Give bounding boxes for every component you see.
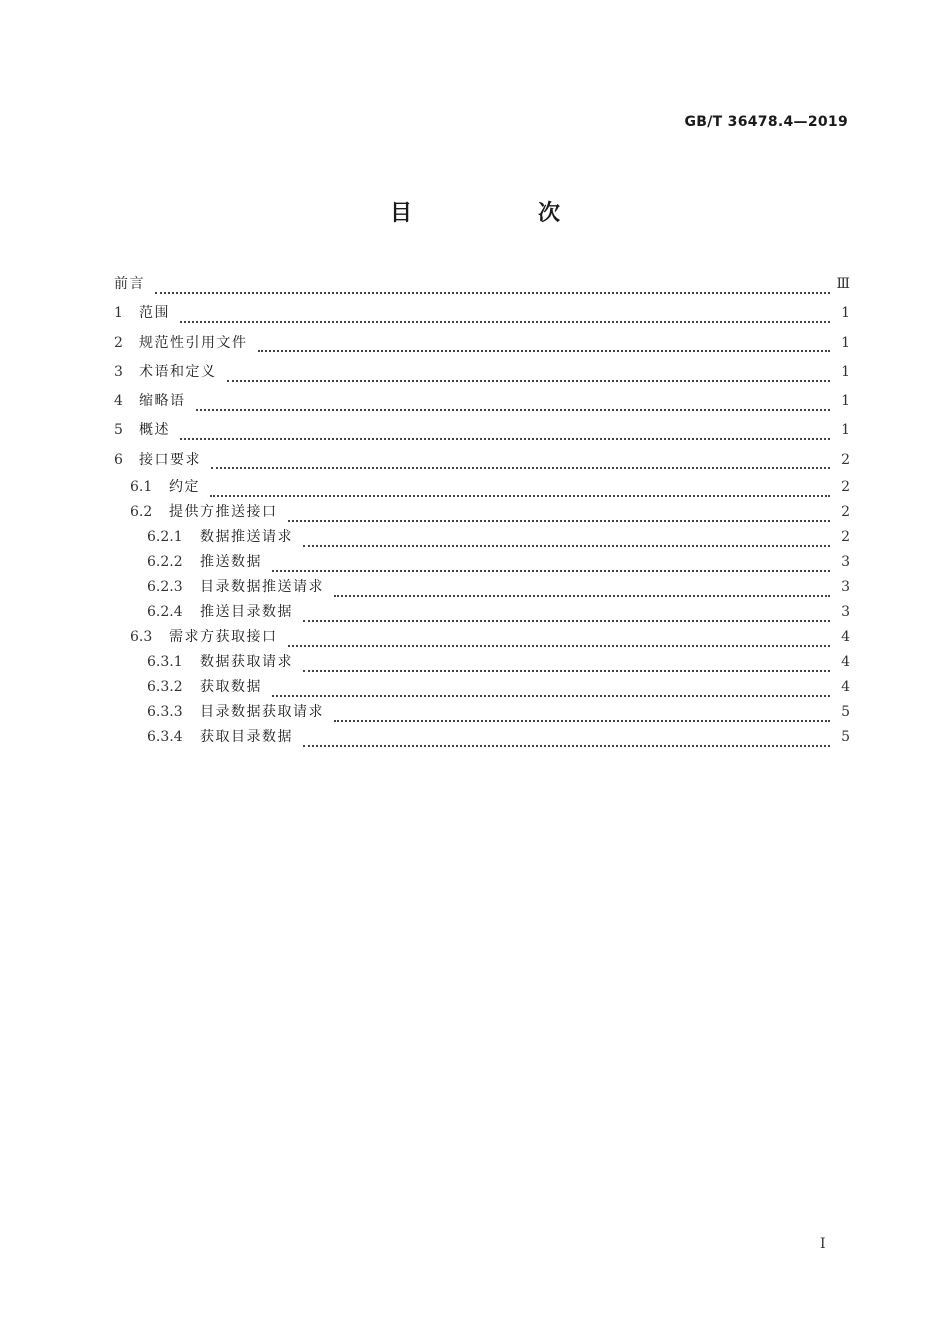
toc-entry-number: 6.2.1 (147, 529, 183, 546)
toc-entry-number: 6.2.4 (147, 604, 183, 621)
dot-leader (303, 656, 830, 672)
dot-leader (155, 278, 830, 294)
toc-entry-number: 6.3.1 (147, 654, 183, 671)
toc-entry-6-3[interactable] (114, 625, 850, 650)
toc-entry-label: 规范性引用文件 (139, 334, 248, 351)
toc-entry-number: 2 (114, 334, 123, 351)
toc-entry-label: 推送数据 (200, 554, 262, 571)
toc-entry-label: 术语和定义 (139, 363, 217, 380)
toc-entry-page: Ⅲ (836, 276, 850, 292)
dot-leader (210, 481, 830, 497)
toc-entry-6-2-2[interactable] (114, 550, 850, 575)
dot-leader (288, 631, 831, 647)
toc-entry-page: 3 (841, 554, 850, 571)
dot-leader (303, 606, 830, 622)
toc-entry-5[interactable] (114, 416, 850, 445)
toc-entry-number: 6.2 (130, 504, 153, 521)
toc-entry-number: 6.2.3 (147, 579, 183, 596)
page-number: I (820, 1236, 826, 1252)
dot-leader (180, 424, 830, 440)
toc-entry-label: 接口要求 (139, 451, 201, 468)
toc-entry-label: 数据推送请求 (200, 529, 293, 546)
dot-leader (334, 581, 830, 597)
toc-entry-6-2-4[interactable] (114, 600, 850, 625)
toc-entry-label: 约定 (169, 479, 200, 496)
toc-entry-label: 缩略语 (139, 393, 186, 410)
toc-entry-page: 4 (841, 629, 850, 646)
toc-entry-2[interactable] (114, 329, 850, 358)
dot-leader (227, 366, 831, 382)
toc-entry-page: 4 (841, 654, 850, 671)
toc-entry-number: 6.3.3 (147, 704, 183, 721)
toc-entry-6[interactable] (114, 446, 850, 475)
toc-entry-page: 1 (841, 393, 850, 410)
standard-code: GB/T 36478.4—2019 (684, 114, 848, 130)
toc-entry-6-3-3[interactable] (114, 700, 850, 725)
toc-entry-page: 2 (841, 529, 850, 546)
toc-entry-page: 1 (841, 363, 850, 380)
toc-entry-page: 5 (841, 729, 850, 746)
toc-entry-label: 需求方获取接口 (169, 629, 278, 646)
toc-entry-number: 4 (114, 393, 123, 410)
page-title: 目 次 (389, 201, 612, 226)
toc-entry-label: 概述 (139, 422, 170, 439)
toc-entry-label: 目录数据获取请求 (200, 704, 324, 721)
toc-entry-label: 提供方推送接口 (169, 504, 278, 521)
toc-entry-6-3-4[interactable] (114, 725, 850, 750)
toc-entry-number: 1 (114, 305, 123, 322)
toc-entry-page: 1 (841, 305, 850, 322)
toc-entry-label: 范围 (139, 305, 170, 322)
dot-leader (258, 336, 831, 352)
toc-entry-number: 6.3.2 (147, 679, 183, 696)
toc-entry-number: 6.1 (130, 479, 153, 496)
toc-entry-number: 5 (114, 422, 123, 439)
toc-entry-page: 2 (841, 504, 850, 521)
toc-entry-page: 1 (841, 422, 850, 439)
dot-leader (288, 506, 831, 522)
toc-entry-6-2-1[interactable] (114, 525, 850, 550)
toc-entry-page: 1 (841, 334, 850, 351)
toc-entry-label: 获取数据 (200, 679, 262, 696)
toc-entry-number: 6.2.2 (147, 554, 183, 571)
toc-entry-1[interactable] (114, 299, 850, 328)
toc-entry-page: 3 (841, 579, 850, 596)
toc-entry-6-1[interactable] (114, 475, 850, 500)
toc-entry-page: 2 (841, 451, 850, 468)
toc-entry-label: 获取目录数据 (200, 729, 293, 746)
dot-leader (272, 681, 830, 697)
table-of-contents (114, 270, 850, 750)
dot-leader (272, 556, 830, 572)
toc-entry-page: 3 (841, 604, 850, 621)
toc-entry-6-3-2[interactable] (114, 675, 850, 700)
dot-leader (211, 453, 830, 469)
dot-leader (303, 531, 830, 547)
toc-entry-number: 3 (114, 363, 123, 380)
toc-entry-page: 2 (841, 479, 850, 496)
toc-entry-6-3-1[interactable] (114, 650, 850, 675)
toc-entry-label: 前言 (114, 276, 145, 292)
toc-entry-3[interactable] (114, 358, 850, 387)
toc-entry-page: 5 (841, 704, 850, 721)
toc-entry-6-2[interactable] (114, 500, 850, 525)
toc-entry-foreword[interactable] (114, 270, 850, 299)
dot-leader (303, 731, 830, 747)
toc-entry-4[interactable] (114, 387, 850, 416)
toc-entry-number: 6.3.4 (147, 729, 183, 746)
dot-leader (180, 307, 830, 323)
toc-entry-label: 推送目录数据 (200, 604, 293, 621)
toc-entry-label: 目录数据推送请求 (200, 579, 324, 596)
dot-leader (334, 706, 830, 722)
toc-entry-6-2-3[interactable] (114, 575, 850, 600)
dot-leader (196, 395, 831, 411)
toc-entry-number: 6.3 (130, 629, 153, 646)
toc-entry-page: 4 (841, 679, 850, 696)
toc-entry-number: 6 (114, 451, 123, 468)
toc-entry-label: 数据获取请求 (200, 654, 293, 671)
